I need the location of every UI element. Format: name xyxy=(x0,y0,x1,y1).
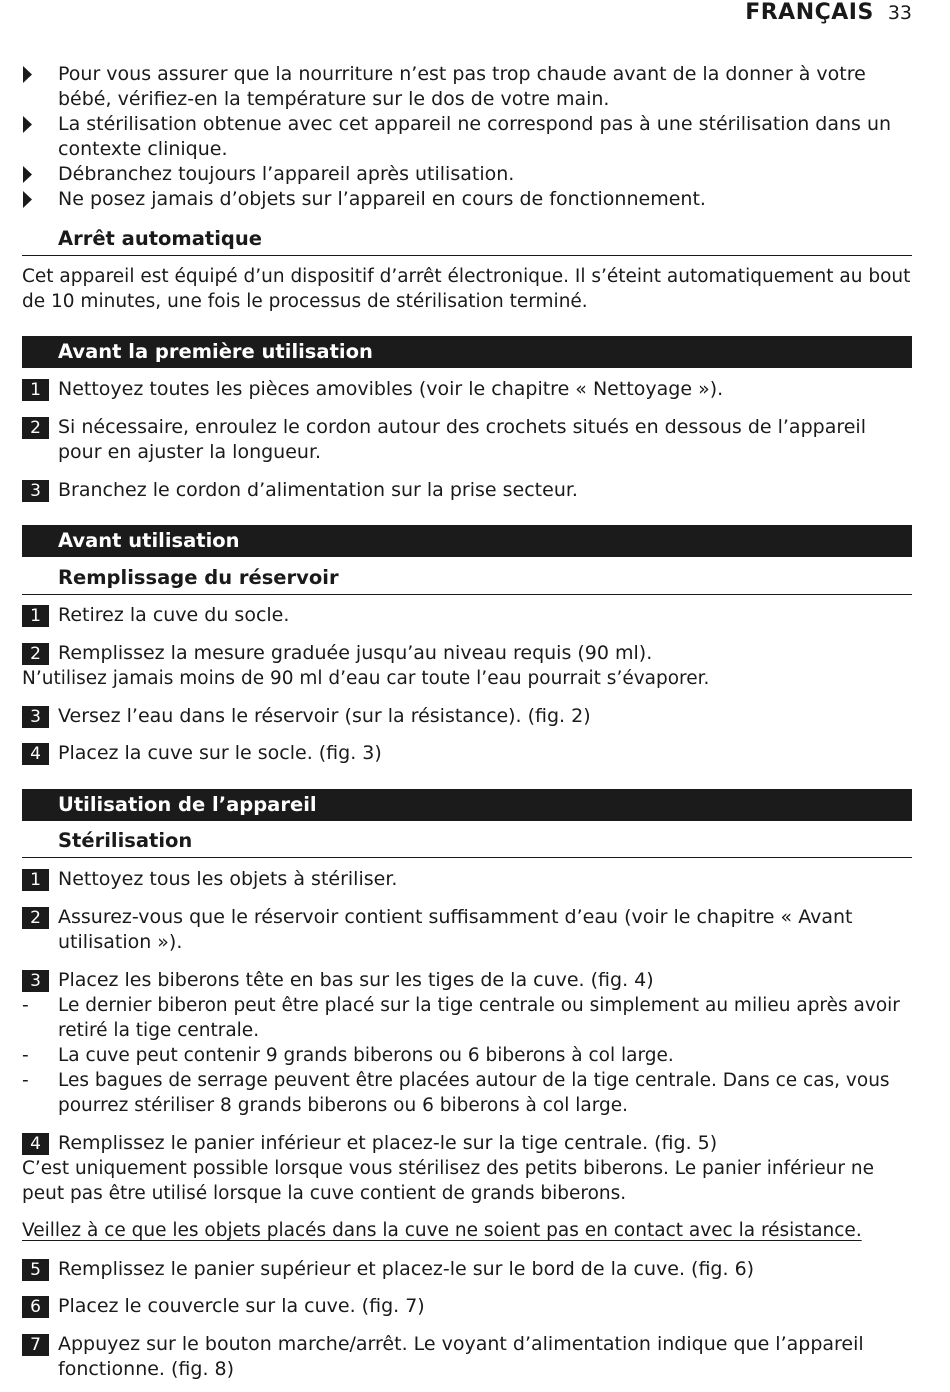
step-text: Appuyez sur le bouton marche/arrêt. Le voyant d’alimentation indique que l’appareil fonctionne. (fig. 8) xyxy=(58,1333,864,1380)
bullet-icon xyxy=(23,166,32,183)
step-number: 1 xyxy=(22,869,49,891)
usage-step xyxy=(22,968,912,993)
step-text: Retirez la cuve du socle. xyxy=(58,604,290,626)
step-number: 7 xyxy=(22,1334,49,1356)
warning-item xyxy=(22,62,912,112)
step-text: Nettoyez toutes les pièces amovibles (voir le chapitre « Nettoyage »). xyxy=(58,378,724,400)
step-number: 3 xyxy=(22,480,49,502)
step-text: Placez les biberons tête en bas sur les tiges de la cuve. (fig. 4) xyxy=(58,969,654,991)
step-note-text: Les bagues de serrage peuvent être placées autour de la tige centrale. Dans ce cas, vous pourrez stériliser 8 grands biberons ou 6 biberons à col large. xyxy=(58,1070,890,1116)
step-text: Si nécessaire, enroulez le cordon autour des crochets situés en dessous de l’appareil pour en ajuster la longueur. xyxy=(58,416,866,463)
before-use-step xyxy=(22,741,912,766)
step-text: Remplissez le panier inférieur et placez-le sur la tige centrale. (fig. 5) xyxy=(58,1132,718,1154)
first-use-step xyxy=(22,478,912,503)
caution-text: Veillez à ce que les objets placés dans la cuve ne soient pas en contact avec la résistance. xyxy=(22,1220,862,1241)
bullet-icon xyxy=(23,66,32,83)
step-text: Remplissez le panier supérieur et placez-le sur le bord de la cuve. (fig. 6) xyxy=(58,1258,755,1280)
before-use-heading: Avant utilisation xyxy=(22,525,912,557)
usage-step xyxy=(22,1294,912,1319)
usage-step xyxy=(22,905,912,955)
water-note: N’utilisez jamais moins de 90 ml d’eau car toute l’eau pourrait s’évaporer. xyxy=(22,668,710,689)
warning-item xyxy=(22,187,912,212)
warning-text: Pour vous assurer que la nourriture n’est pas trop chaude avant de la donner à votre bébé, vérifiez-en la température sur le dos de votre main. xyxy=(58,63,866,110)
usage-step xyxy=(22,1257,912,1282)
step-number: 3 xyxy=(22,970,49,992)
before-use-step xyxy=(22,641,912,666)
auto-off-heading: Arrêt automatique xyxy=(22,226,912,256)
usage-step xyxy=(22,1131,912,1156)
step-text: Versez l’eau dans le réservoir (sur la résistance). (fig. 2) xyxy=(58,705,591,727)
page-header xyxy=(745,0,912,28)
auto-off-text: Cet appareil est équipé d’un dispositif d’arrêt électronique. Il s’éteint automatiquement au bout de 10 minutes, une fois le processus de stérilisation terminé. xyxy=(22,266,911,312)
step-text: Assurez-vous que le réservoir contient suffisamment d’eau (voir le chapitre « Avant utilisation »). xyxy=(58,906,853,953)
step-text: Branchez le cordon d’alimentation sur la prise secteur. xyxy=(58,479,578,501)
bullet-icon xyxy=(23,191,32,208)
step-note-item xyxy=(22,1068,912,1118)
warning-item xyxy=(22,112,912,162)
page-number: 33 xyxy=(887,2,912,24)
step-note-item xyxy=(22,993,912,1043)
step-number: 6 xyxy=(22,1296,49,1318)
usage-step xyxy=(22,1332,912,1382)
before-use-step xyxy=(22,603,912,628)
step-number: 3 xyxy=(22,706,49,728)
warning-text: Débranchez toujours l’appareil après utilisation. xyxy=(58,163,515,185)
warning-text: Ne posez jamais d’objets sur l’appareil en cours de fonctionnement. xyxy=(58,188,706,210)
usage-step xyxy=(22,867,912,892)
bullet-icon xyxy=(23,116,32,133)
fill-reservoir-heading: Remplissage du réservoir xyxy=(22,565,912,595)
dash-mark: - xyxy=(22,995,29,1016)
step-number: 2 xyxy=(22,417,49,439)
step-number: 4 xyxy=(22,743,49,765)
step-number: 1 xyxy=(22,379,49,401)
dash-mark: - xyxy=(22,1045,29,1066)
step-note-text: Le dernier biberon peut être placé sur la tige centrale ou simplement au milieu après avoir retiré la tige centrale. xyxy=(58,995,900,1041)
step-text: Placez le couvercle sur la cuve. (fig. 7) xyxy=(58,1295,425,1317)
step-note-text: La cuve peut contenir 9 grands biberons ou 6 biberons à col large. xyxy=(58,1045,674,1066)
usage-heading: Utilisation de l’appareil xyxy=(22,789,912,821)
step-number: 5 xyxy=(22,1259,49,1281)
warning-item xyxy=(22,162,912,187)
step-number: 4 xyxy=(22,1133,49,1155)
before-use-step xyxy=(22,704,912,729)
step-note-item xyxy=(22,1043,912,1068)
language-label: FRANÇAIS xyxy=(745,0,874,25)
first-use-step xyxy=(22,415,912,465)
warning-list xyxy=(22,62,912,212)
step-number: 2 xyxy=(22,907,49,929)
sterilization-heading: Stérilisation xyxy=(22,828,912,858)
dash-mark: - xyxy=(22,1070,29,1091)
step4-note: C’est uniquement possible lorsque vous stérilisez des petits biberons. Le panier inférieur ne peut pas être utilisé lorsque la cuve contient de grands biberons. xyxy=(22,1158,874,1204)
first-use-step xyxy=(22,377,912,402)
step-text: Nettoyez tous les objets à stériliser. xyxy=(58,868,398,890)
warning-text: La stérilisation obtenue avec cet appareil ne correspond pas à une stérilisation dans un contexte clinique. xyxy=(58,113,892,160)
step-number: 1 xyxy=(22,605,49,627)
step-number: 2 xyxy=(22,643,49,665)
step-text: Placez la cuve sur le socle. (fig. 3) xyxy=(58,742,382,764)
first-use-heading: Avant la première utilisation xyxy=(22,336,912,368)
step-text: Remplissez la mesure graduée jusqu’au niveau requis (90 ml). xyxy=(58,642,653,664)
